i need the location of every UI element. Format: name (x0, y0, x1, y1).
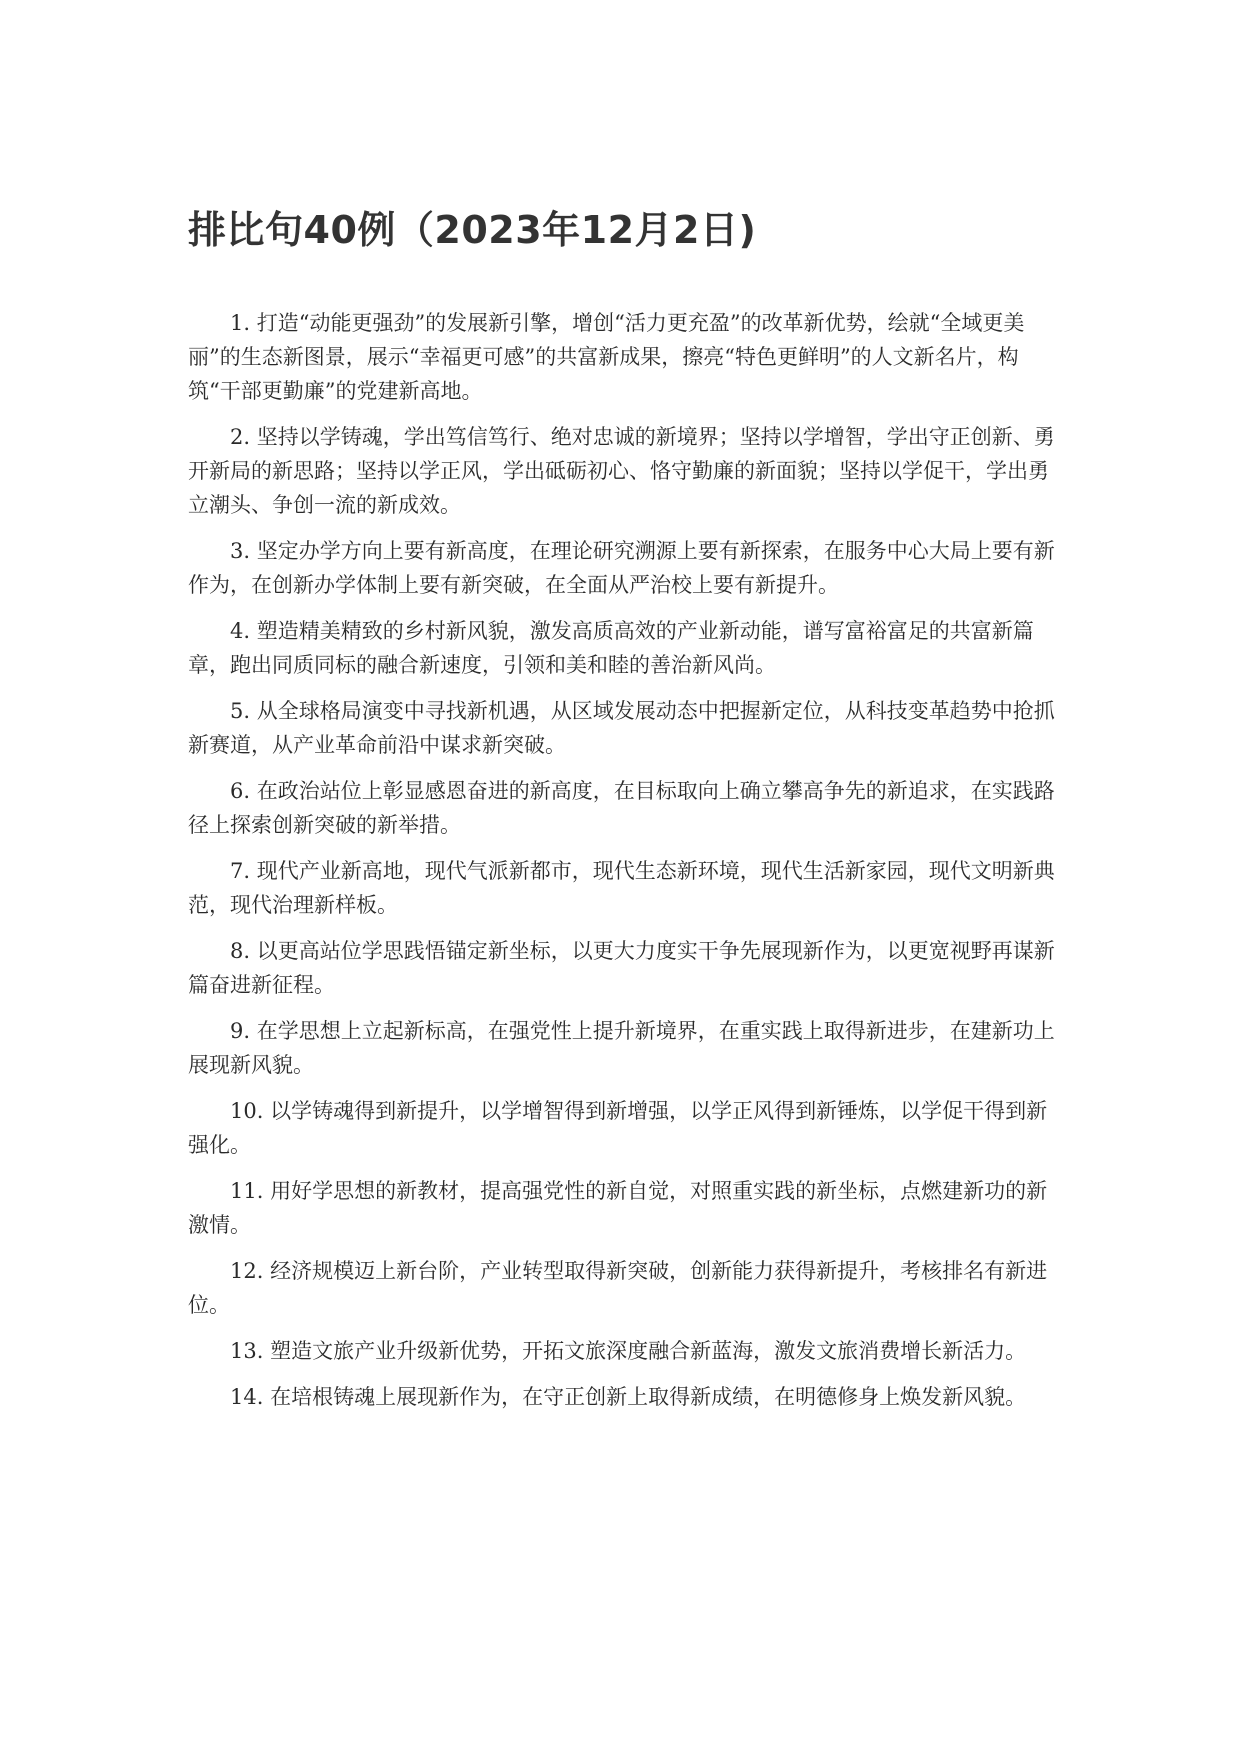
paragraph-10: 10. 以学铸魂得到新提升，以学增智得到新增强，以学正风得到新锤炼，以学促干得到新强化。 (188, 1099, 1048, 1157)
paragraph-9: 9. 在学思想上立起新标高，在强党性上提升新境界，在重实践上取得新进步，在建新功上展现新风貌。 (188, 1019, 1055, 1077)
paragraph-13: 13. 塑造文旅产业升级新优势，开拓文旅深度融合新蓝海，激发文旅消费增长新活力。 (230, 1339, 1027, 1363)
paragraph-12: 12. 经济规模迈上新台阶，产业转型取得新突破，创新能力获得新提升，考核排名有新进位。 (188, 1259, 1048, 1317)
paragraph-6: 6. 在政治站位上彰显感恩奋进的新高度，在目标取向上确立攀高争先的新追求，在实践路径上探索创新突破的新举措。 (188, 779, 1055, 837)
paragraph-14: 14. 在培根铸魂上展现新作为，在守正创新上取得新成绩，在明德修身上焕发新风貌。 (230, 1385, 1027, 1409)
paragraph-3: 3. 坚定办学方向上要有新高度，在理论研究溯源上要有新探索，在服务中心大局上要有新作为，在创新办学体制上要有新突破，在全面从严治校上要有新提升。 (188, 539, 1055, 597)
paragraph-11: 11. 用好学思想的新教材，提高强党性的新自觉，对照重实践的新坐标，点燃建新功的新激情。 (188, 1179, 1048, 1237)
paragraph-7: 7. 现代产业新高地，现代气派新都市，现代生态新环境，现代生活新家园，现代文明新典范，现代治理新样板。 (188, 859, 1055, 917)
paragraph-5: 5. 从全球格局演变中寻找新机遇，从区域发展动态中把握新定位，从科技变革趋势中抢抓新赛道，从产业革命前沿中谋求新突破。 (188, 699, 1055, 757)
paragraph-4: 4. 塑造精美精致的乡村新风貌，激发高质高效的产业新动能，谱写富裕富足的共富新篇章，跑出同质同标的融合新速度，引领和美和睦的善治新风尚。 (188, 619, 1034, 677)
paragraph-8: 8. 以更高站位学思践悟锚定新坐标，以更大力度实干争先展现新作为，以更宽视野再谋新篇奋进新征程。 (188, 939, 1055, 997)
document-body (188, 306, 1058, 1426)
paragraph-1: 1. 打造“动能更强劲”的发展新引擎，增创“活力更充盈”的改革新优势，绘就“全域更美丽”的生态新图景，展示“幸福更可感”的共富新成果，擦亮“特色更鲜明”的人文新名片，构筑“干部更勤廉”的党建新高地。 (188, 311, 1025, 403)
paragraph-2: 2. 坚持以学铸魂，学出笃信笃行、绝对忠诚的新境界；坚持以学增智，学出守正创新、勇开新局的新思路；坚持以学正风，学出砥砺初心、恪守勤廉的新面貌；坚持以学促干，学出勇立潮头、争创一流的新成效。 (188, 425, 1055, 517)
document-title: 排比句40例（2023年12月2日) (188, 208, 757, 252)
